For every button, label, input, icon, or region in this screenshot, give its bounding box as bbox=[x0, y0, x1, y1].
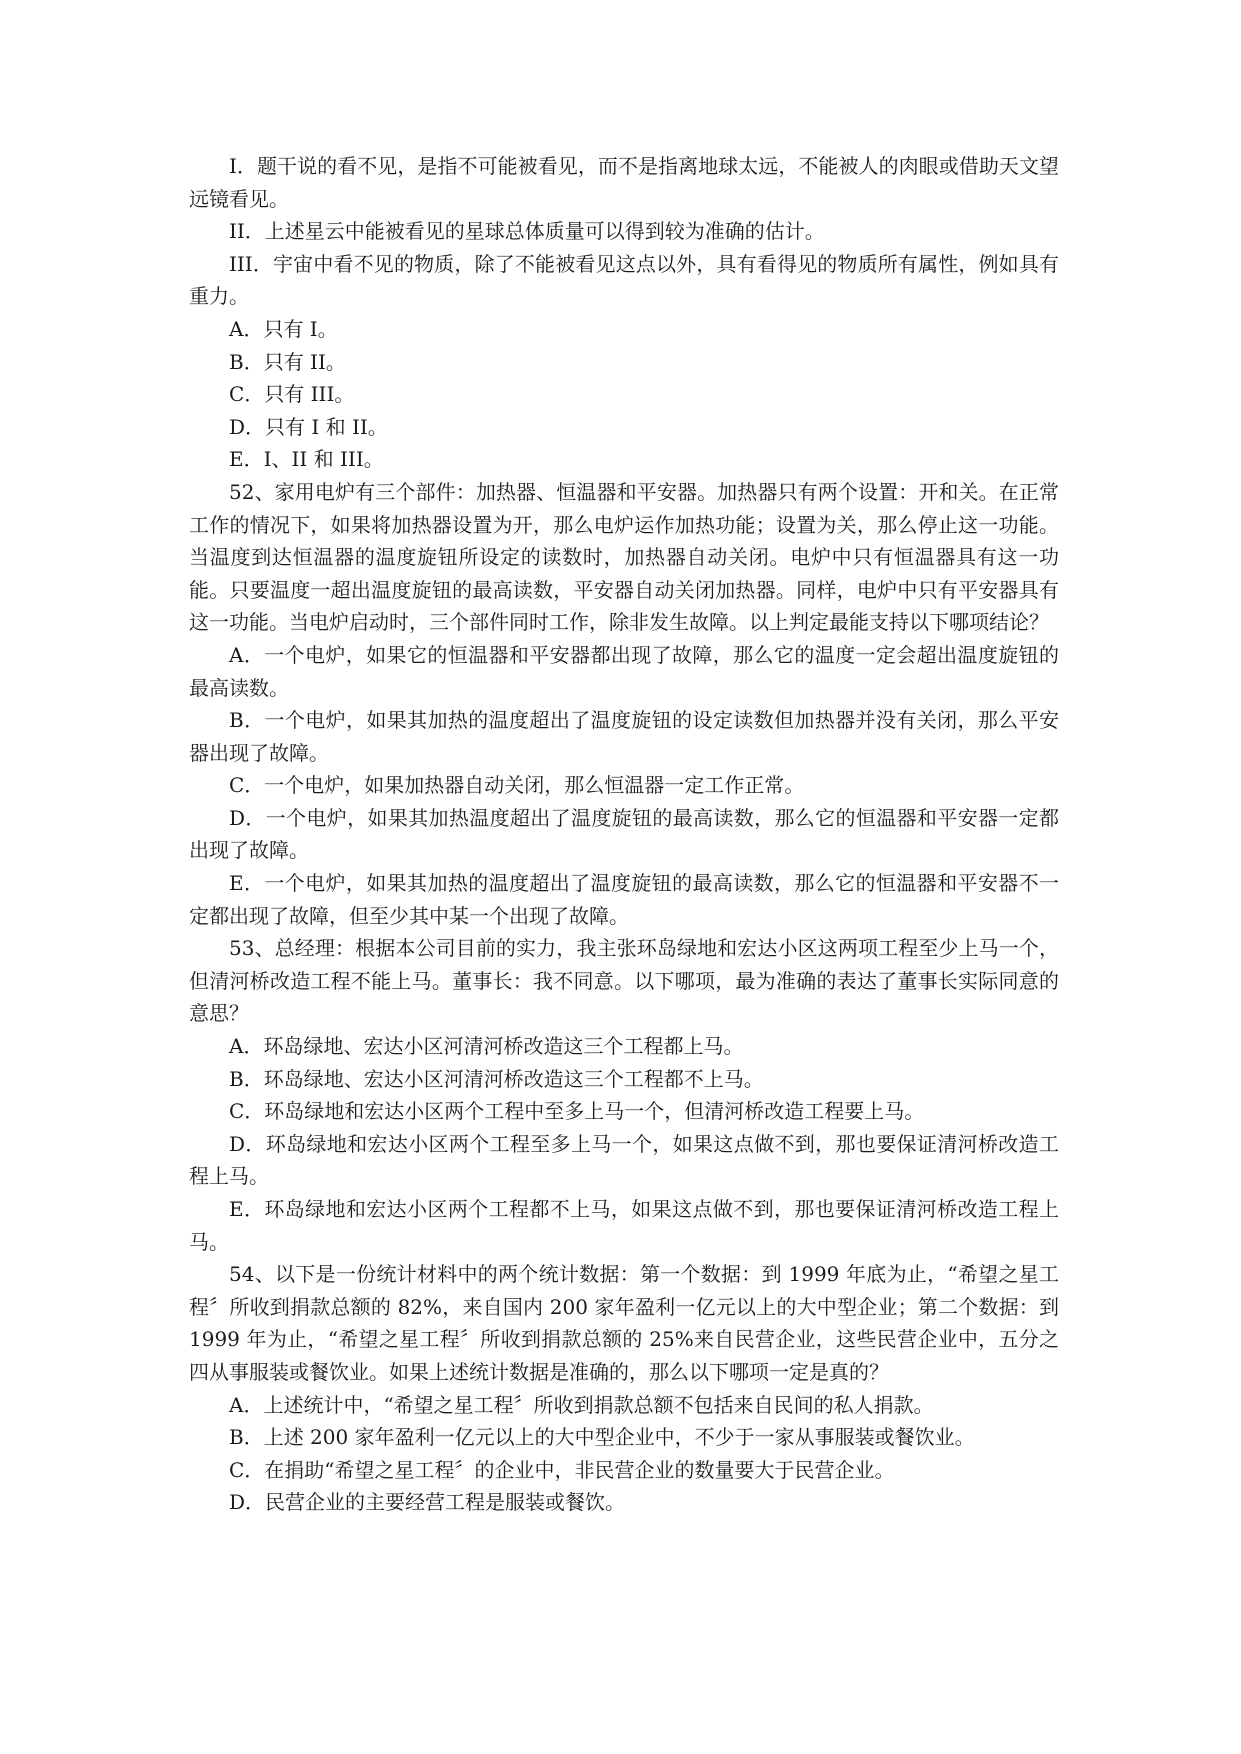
question-54: 54、以下是一份统计材料中的两个统计数据：第一个数据：到 1999 年底为止，“希望之星工程〞所收到捐款总额的 82%，来自国内 200 家年盈利一亿元以上的大中型企业；第二个数据：到 1999 年为止，“希望之星工程〞所收到捐款总额的 25%来自民营企业，这些民营企业中，五分之四从事服装或餐饮业。如果上述统计数据是准确的，那么以下哪项一定是真的？ bbox=[189, 1262, 1059, 1384]
q52-option-b: B．一个电炉，如果其加热的温度超出了温度旋钮的设定读数但加热器并没有关闭，那么平安器出现了故障。 bbox=[189, 708, 1059, 765]
q53-option-e: E．环岛绿地和宏达小区两个工程都不上马，如果这点做不到，那也要保证清河桥改造工程上马。 bbox=[189, 1197, 1059, 1254]
q51-option-a: A．只有 I。 bbox=[229, 316, 338, 341]
q52-option-d: D．一个电炉，如果其加热温度超出了温度旋钮的最高读数，那么它的恒温器和平安器一定都出现了故障。 bbox=[189, 805, 1059, 863]
q54-option-a: A．上述统计中，“希望之星工程〞所收到捐款总额不包括来自民间的私人捐款。 bbox=[229, 1392, 934, 1417]
q53-option-c: C．环岛绿地和宏达小区两个工程中至多上马一个，但清河桥改造工程要上马。 bbox=[229, 1099, 925, 1124]
q54-option-b: B．上述 200 家年盈利一亿元以上的大中型企业中，不少于一家从事服装或餐饮业。 bbox=[229, 1425, 975, 1450]
question-53: 53、总经理：根据本公司目前的实力，我主张环岛绿地和宏达小区这两项工程至少上马一个，但清河桥改造工程不能上马。董事长：我不同意。以下哪项，最为准确的表达了董事长实际同意的意思？ bbox=[189, 936, 1059, 1026]
q52-option-a: A．一个电炉，如果它的恒温器和平安器都出现了故障，那么它的温度一定会超出温度旋钮的最高读数。 bbox=[189, 642, 1059, 700]
q51-option-c: C．只有 III。 bbox=[229, 382, 355, 407]
question-52: 52、家用电炉有三个部件：加热器、恒温器和平安器。加热器只有两个设置：开和关。在正常工作的情况下，如果将加热器设置为开，那么电炉运作加热功能；设置为关，那么停止这一功能。当温度到达恒温器的温度旋钮所设定的读数时，加热器自动关闭。电炉中只有恒温器具有这一功能。只要温度一超出温度旋钮的最高读数，平安器自动关闭加热器。同样，电炉中只有平安器具有这一功能。当电炉启动时，三个部件同时工作，除非发生故障。以上判定最能支持以下哪项结论？ bbox=[189, 479, 1059, 635]
q51-option-d: D．只有 I 和 II。 bbox=[229, 414, 388, 439]
q54-option-d: D．民营企业的主要经营工程是服装或餐饮。 bbox=[229, 1490, 626, 1515]
q52-option-c: C．一个电炉，如果加热器自动关闭，那么恒温器一定工作正常。 bbox=[229, 773, 805, 798]
q52-option-e: E．一个电炉，如果其加热的温度超出了温度旋钮的最高读数，那么它的恒温器和平安器不一定都出现了故障，但至少其中某一个出现了故障。 bbox=[189, 871, 1059, 928]
q53-option-d: D．环岛绿地和宏达小区两个工程至多上马一个，如果这点做不到，那也要保证清河桥改造工程上马。 bbox=[189, 1131, 1059, 1189]
statement-ii: II．上述星云中能被看见的星球总体质量可以得到较为准确的估计。 bbox=[229, 219, 825, 244]
statement-iii: III．宇宙中看不见的物质，除了不能被看见这点以外，具有看得见的物质所有属性，例如具有重力。 bbox=[189, 251, 1059, 309]
q51-option-e: E．I、II 和 III。 bbox=[229, 447, 384, 472]
q54-option-c: C．在捐助“希望之星工程〞的企业中，非民营企业的数量要大于民营企业。 bbox=[229, 1457, 895, 1482]
statement-i: I．题干说的看不见，是指不可能被看见，而不是指离地球太远，不能被人的肉眼或借助天文望远镜看见。 bbox=[189, 154, 1059, 211]
document-page bbox=[189, 150, 1059, 1519]
q53-option-b: B．环岛绿地、宏达小区河清河桥改造这三个工程都不上马。 bbox=[229, 1066, 764, 1091]
q51-option-b: B．只有 II。 bbox=[229, 349, 346, 374]
q53-option-a: A．环岛绿地、宏达小区河清河桥改造这三个工程都上马。 bbox=[229, 1034, 744, 1059]
